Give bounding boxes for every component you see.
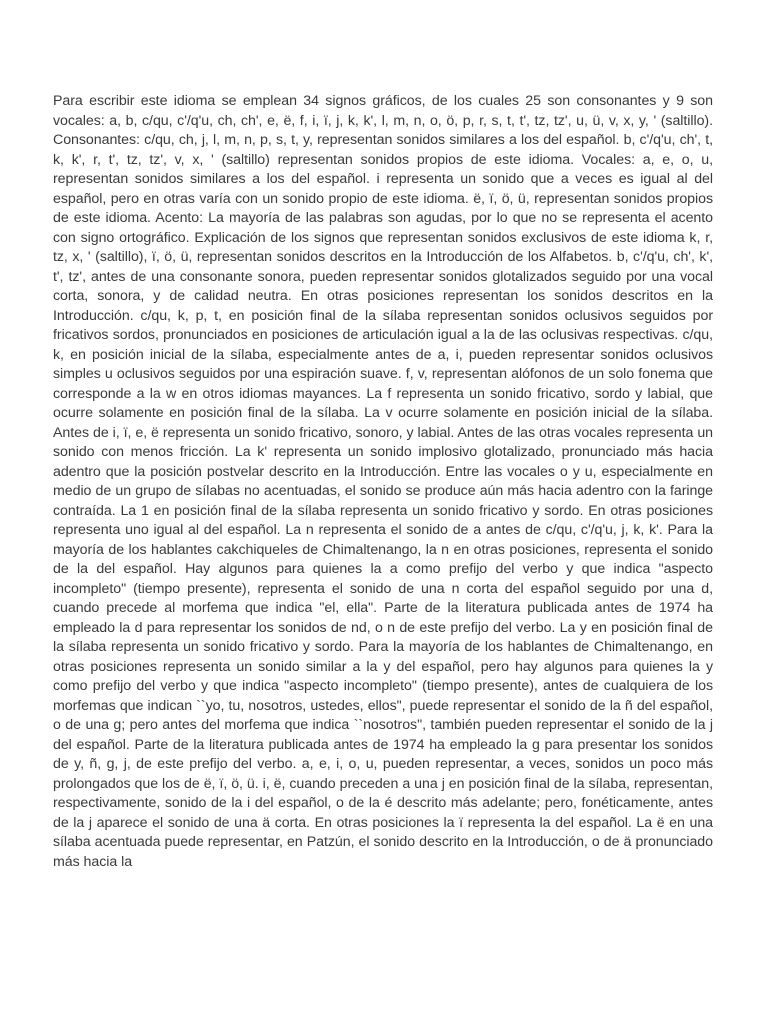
body-paragraph: Para escribir este idioma se emplean 34 signos gráficos, de los cuales 25 son consonantes y 9 son vocales: a, b, c/qu, c'/q'u, ch, ch', e, ë, f, i, ï, j, k, k', l, m, n, o, ö, p, r, s, t, t', tz, tz', u, ü, v, x, y, ' (saltillo). Consonantes: c/qu, ch, j, l, m, n, p, s, t, y, representan sonidos similares a los del español. b, c'/q'u, ch', t, k, k', r, t', tz, tz', v, x, ' (saltillo) representan sonidos propios de este idioma. Vocales: a, e, o, u, representan sonidos similares a los del español. i representa un sonido que a veces es igual al del español, pero en otras varía con un sonido propio de este idioma. ë, ï, ö, ü, representan sonidos propios de este idioma. Acento: La mayoría de las palabras son agudas, por lo que no se representa el acento con signo ortográfico. Explicación de los signos que representan sonidos exclusivos de este idioma k, r, tz, x, ' (saltillo), ï, ö, ü, representan sonidos descritos en la Introducción de los Alfabetos. b, c'/q'u, ch', k', t', tz', antes de una consonante sonora, pueden representar sonidos glotalizados seguido por una vocal corta, sonora, y de calidad neutra. En otras posiciones representan los sonidos descritos en la Introducción. c/qu, k, p, t, en posición final de la sílaba representan sonidos oclusivos seguidos por fricativos sordos, pronunciados en posiciones de articulación igual a la de las oclusivas respectivas. c/qu, k, en posición inicial de la sílaba, especialmente antes de a, i, pueden representar sonidos oclusivos simples u oclusivos seguidos por una espiración suave. f, v, representan alófonos de un solo fonema que corresponde a la w en otros idiomas mayances. La f representa un sonido fricativo, sordo y labial, que ocurre solamente en posición final de la sílaba. La v ocurre solamente en posición inicial de la sílaba. Antes de i, ï, e, ë representa un sonido fricativo, sonoro, y labial. Antes de las otras vocales representa un sonido con menos fricción. La k' representa un sonido implosivo glotalizado, pronunciado más hacia adentro que la posición postvelar descrito en la Introducción. Entre las vocales o y u, especialmente en medio de un grupo de sílabas no acentuadas, el sonido se produce aún más hacia adentro con la faringe contraída. La 1 en posición final de la sílaba representa un sonido fricativo y sordo. En otras posiciones representa uno igual al del español. La n representa el sonido de a antes de c/qu, c'/q'u, j, k, k'. Para la mayoría de los hablantes cakchiqueles de Chimaltenango, la n en otras posiciones, representa el sonido de la del español. Hay algunos para quienes la a como prefijo del verbo y que indica "aspecto incompleto" (tiempo presente), representa el sonido de una n corta del español seguido por una d, cuando precede al morfema que indica "el, ella". Parte de la literatura publicada antes de 1974 ha empleado la d para representar los sonidos de nd, o n de este prefijo del verbo. La y en posición final de la sílaba representa un sonido fricativo y sordo. Para la mayoría de los hablantes de Chimaltenango, en otras posiciones representa un sonido similar a la y del español, pero hay algunos para quienes la y como prefijo del verbo y que indica "aspecto incompleto" (tiempo presente), antes de cualquiera de los morfemas que indican ``yo, tu, nosotros, ustedes, ellos", puede representar el sonido de la ñ del español, o de una g; pero antes del morfema que indica ``nosotros", también pueden representar el sonido de la j del español. Parte de la literatura publicada antes de 1974 ha empleado la g para presentar los sonidos de y, ñ, g, j, de este prefijo del verbo. a, e, i, o, u, pueden representar, a veces, sonidos un poco más prolongados que los de ë, ï, ö, ü. i, ë, cuando preceden a una j en posición final de la sílaba, representan, respectivamente, sonido de la i del español, o de la é descrito más adelante; pero, fonéticamente, antes de la j aparece el sonido de una ä corta. En otras posiciones la ï representa la del español. La ë en una sílaba acentuada puede representar, en Patzún, el sonido descrito en la Introducción, o de ä pronunciado más hacia la	[53, 93, 713, 870]
